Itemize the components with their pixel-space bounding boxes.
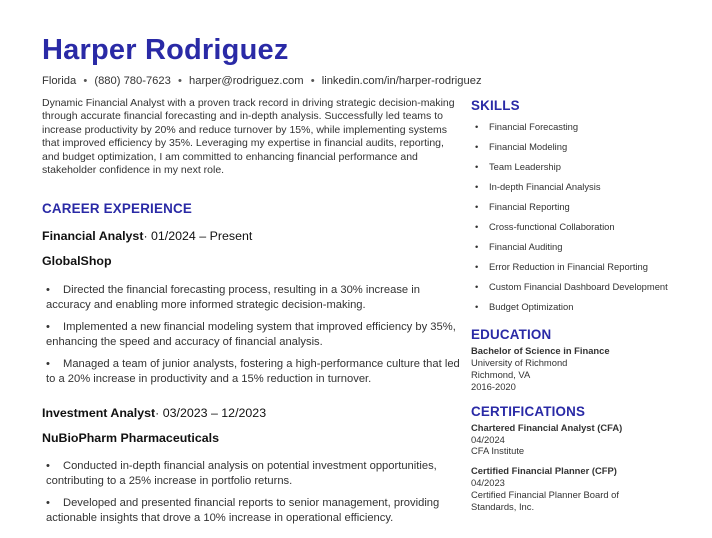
- job-bullets: [42, 283, 462, 387]
- bullet-dot-icon: •: [46, 497, 50, 510]
- bullet-dot-icon: •: [475, 201, 479, 212]
- certification-entry: [471, 422, 671, 458]
- job-company: GlobalShop: [42, 254, 112, 268]
- education-dates: 2016-2020: [471, 380, 516, 392]
- certification-issuer: CFA Institute: [471, 445, 525, 457]
- bullet-dot-icon: •: [475, 221, 479, 232]
- bullet-dot-icon: •: [475, 121, 479, 132]
- job-bullet: • Conducted in-depth financial analysis on potential investment opportunities, contributing to a 25% increase in portfolio returns.: [46, 460, 437, 487]
- education-location: Richmond, VA: [471, 368, 531, 380]
- skill-item: • Financial Forecasting: [475, 121, 579, 132]
- education-school: University of Richmond: [471, 356, 568, 368]
- skill-item: • Cross-functional Collaboration: [475, 221, 615, 232]
- contact-phone: (880) 780-7623: [94, 75, 171, 87]
- job-company: NuBioPharm Pharmaceuticals: [42, 431, 219, 445]
- contact-separator: •: [83, 75, 88, 87]
- certification-entry: [471, 465, 671, 513]
- certification-issuer: Certified Financial Planner Board of Standards, Inc.: [471, 489, 619, 513]
- experience-section-title: CAREER EXPERIENCE: [42, 201, 192, 216]
- skill-item: • Custom Financial Dashboard Development: [475, 281, 668, 292]
- education-section-title: EDUCATION: [471, 327, 552, 342]
- contact-separator: •: [177, 75, 182, 87]
- certification-date: 04/2023: [471, 477, 505, 489]
- skill-item: • Financial Modeling: [475, 141, 568, 152]
- contact-separator: •: [310, 75, 315, 87]
- skills-list: [471, 121, 671, 313]
- candidate-name: Harper Rodriguez: [42, 34, 289, 66]
- job-role-line: [42, 228, 462, 244]
- job-bullet: • Managed a team of junior analysts, fostering a high-performance culture that led to a 20% increase in productivity and a 15% reduction in turnover.: [46, 358, 460, 385]
- bullet-dot-icon: •: [46, 358, 50, 371]
- contact-line: [42, 74, 482, 89]
- certification-date: 04/2024: [471, 433, 505, 445]
- education-entry: [471, 345, 671, 393]
- job-role-line: [42, 405, 462, 421]
- summary-text: Dynamic Financial Analyst with a proven track record in driving strategic decision-making through accurate financial forecasting and in-depth analysis. Successfully led teams to increase productivity by 20% and reduce turnover by 15%, while implementing systems that improved efficiency by 35%. Leveraging my expertise in financial audits, reporting, and budget optimization, I am committed to enhancing financial performance and stakeholder confidence in my next role.: [42, 97, 455, 177]
- skill-item: • Financial Auditing: [475, 241, 563, 252]
- skill-item: • Budget Optimization: [475, 301, 574, 312]
- job-role: Investment Analyst: [42, 406, 156, 420]
- job-bullet: • Directed the financial forecasting process, resulting in a 30% increase in accuracy and enabling more informed strategic decision-making.: [46, 284, 420, 311]
- skills-section-title: SKILLS: [471, 98, 520, 113]
- bullet-dot-icon: •: [475, 301, 479, 312]
- certifications-section-title: CERTIFICATIONS: [471, 403, 586, 419]
- job-bullet: • Implemented a new financial modeling system that improved efficiency by 35%, enhancing the speed and accuracy of financial analysis.: [46, 321, 456, 348]
- summary-section: [42, 97, 460, 177]
- bullet-dot-icon: •: [46, 321, 50, 334]
- bullet-dot-icon: •: [46, 460, 50, 472]
- experience-section-title-wrap: [42, 201, 192, 217]
- bullet-dot-icon: •: [475, 281, 479, 292]
- certification-name: Chartered Financial Analyst (CFA): [471, 421, 623, 433]
- bullet-dot-icon: •: [475, 241, 479, 252]
- bullet-dot-icon: •: [475, 181, 479, 192]
- bullet-dot-icon: •: [46, 284, 50, 296]
- skill-item: • Team Leadership: [475, 161, 561, 172]
- bullet-dot-icon: •: [475, 261, 479, 272]
- education-degree: Bachelor of Science in Finance: [471, 345, 610, 356]
- job-dates: · 01/2024 – Present: [143, 229, 253, 243]
- sidebar-column: [471, 98, 671, 513]
- contact-linkedin[interactable]: linkedin.com/in/harper-rodriguez: [321, 75, 482, 87]
- skill-item: • Error Reduction in Financial Reporting: [475, 261, 648, 272]
- certification-name: Certified Financial Planner (CFP): [471, 465, 617, 477]
- job-role: Financial Analyst: [42, 229, 144, 243]
- contact-location: Florida: [42, 75, 77, 87]
- bullet-dot-icon: •: [475, 141, 479, 152]
- bullet-dot-icon: •: [475, 161, 479, 172]
- job-dates: · 03/2023 – 12/2023: [155, 406, 267, 420]
- job-entry: [42, 405, 462, 525]
- skill-item: • Financial Reporting: [475, 201, 570, 212]
- job-bullets: [42, 459, 462, 525]
- job-entry: [42, 228, 462, 387]
- skill-item: • In-depth Financial Analysis: [475, 181, 601, 192]
- contact-email[interactable]: harper@rodriguez.com: [189, 75, 304, 87]
- job-bullet: • Developed and presented financial reports to senior management, providing actionable insights that drove a 10% increase in operational efficiency.: [46, 497, 440, 524]
